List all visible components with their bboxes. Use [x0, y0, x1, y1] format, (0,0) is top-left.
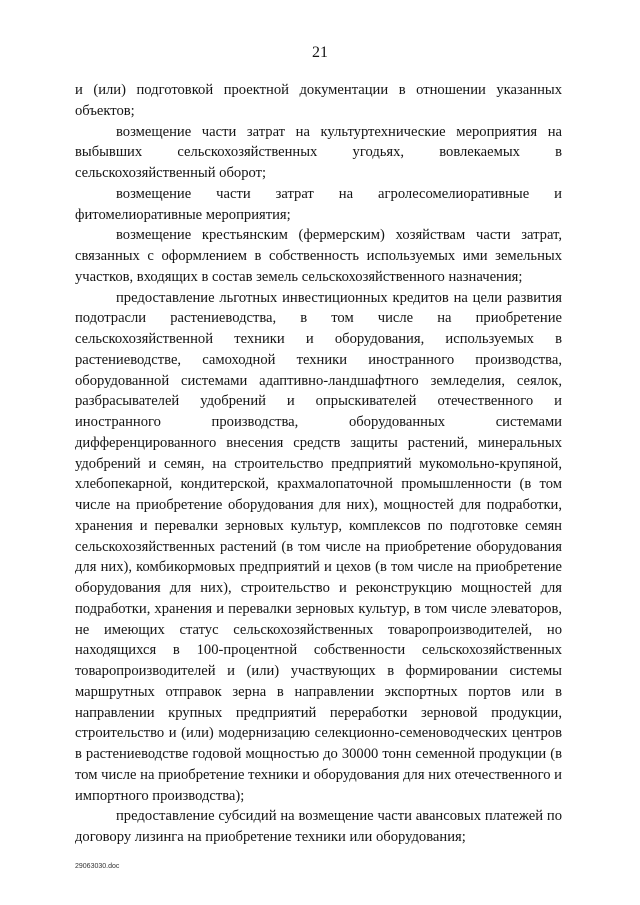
paragraph-cultural-technical-measures: возмещение части затрат на культуртехнические мероприятия на выбывших сельскохозяйственных угодьях, вовлекаемых в сельскохозяйственный оборот;: [75, 123, 562, 181]
paragraph-investment-credits: предоставление льготных инвестиционных кредитов на цели развития подотрасли растениеводства, в том числе на приобретение сельскохозяйственной техники и оборудования, используемых в растениеводстве, самоходной техники иностранного производства, оборудованной системами адаптивно-ландшафтного земледелия, сеялок, разбрасывателей удобрений и опрыскивателей отечественного и иностранного производства, оборудованных системами дифференцированного внесения средств защиты растений, минеральных удобрений и семян, на строительство предприятий мукомольно-крупяной, хлебопекарной, кондитерской, крахмалопаточной промышленности (в том числе на приобретение оборудования для них), мощностей для подработки, хранения и перевалки зерновых культур, комплексов по подготовке семян сельскохозяйственных растений (в том числе на приобретение оборудования для них), комбикормовых предприятий и цехов (в том числе на приобретение оборудования для них), строительство и реконструкцию мощностей для подработки, хранения и перевалки зерновых культур, в том числе элеваторов, не имеющих статус сельскохозяйственных товаропроизводителей, но находящихся в 100-процентной собственности сельскохозяйственных товаропроизводителей и (или) участвующих в формировании системы маршрутных отправок зерна в направлении экспортных портов или в направлении крупных предприятий переработки зерновой продукции, строительство и (или) модернизацию селекционно-семеноводческих центров в растениеводстве годовой мощностью до 30000 тонн семенной продукции (в том числе на приобретение техники и оборудования для них отечественного и импортного производства);: [75, 289, 562, 804]
paragraph-continuation: и (или) подготовкой проектной документации в отношении указанных объектов;: [75, 82, 562, 119]
paragraph-farm-land-registration: возмещение крестьянским (фермерским) хозяйствам части затрат, связанных с оформлением в собственность используемых ими земельных участков, входящих в состав земель сельскохозяйственного назначения;: [75, 227, 562, 285]
page-number: 21: [312, 44, 328, 61]
paragraph-leasing-subsidies: предоставление субсидий на возмещение части авансовых платежей по договору лизинга на приобретение техники или оборудования;: [75, 808, 562, 845]
document-footer-filename: 29063030.doc: [75, 863, 120, 870]
paragraph-agroforestry-measures: возмещение части затрат на агролесомелиоративные и фитомелиоративные мероприятия;: [75, 185, 562, 223]
document-body: [75, 80, 562, 848]
